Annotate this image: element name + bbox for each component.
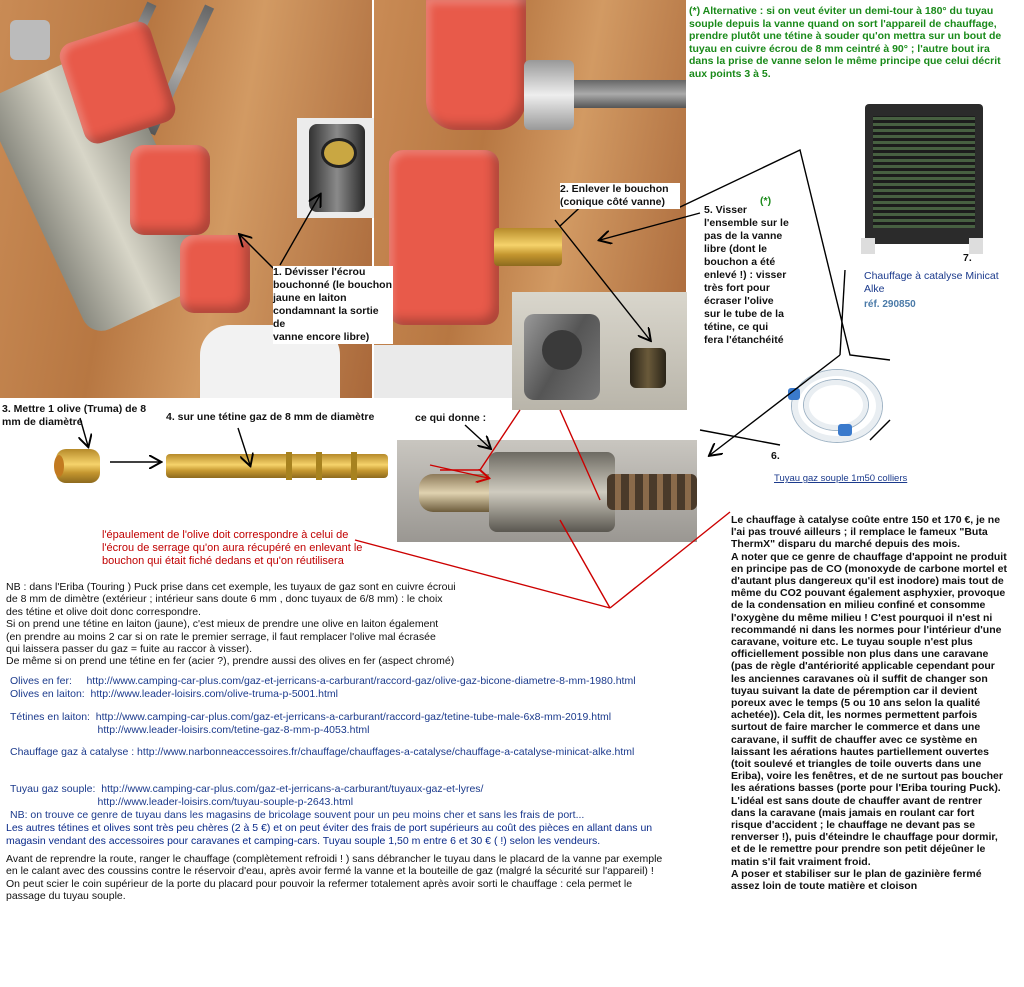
explanation-line: l'oxygène du même milieu ! C'est pourquoi il n'est ni — [731, 611, 993, 624]
alternative-note-line: prendre plutôt une tétine à souder qu'on mettra sur un bout de — [689, 30, 1002, 43]
explanation-line: laissant les aérations hautes partiellement ouvertes — [731, 745, 989, 758]
heater-ref: réf. 290850 — [864, 299, 916, 310]
nb-line: (en prendre au moins 2 car si on rate le premier serrage, il faut remplacer l'olive mal écrasée — [6, 630, 436, 643]
step-5-line: libre (dont le — [704, 243, 767, 255]
storage-note-line: Avant de reprendre la route, ranger le chauffage (complètement refroidi ! ) sans débrancher le tuyau dans le placard de la vanne par exemple — [6, 853, 663, 865]
explanation-line: en principe pas de CO (monoxyde de carbone mortel et — [731, 562, 1007, 575]
storage-note-line: en le calant avec des coussins contre le réservoir d'eau, après avoir fermé la vanne et la bouteille de gaz (malgré la sécurité sur l'appareil) ! — [6, 865, 654, 878]
link-nipples-brass-2[interactable]: http://www.leader-loisirs.com/tetine-gaz-8-mm-p-4053.html — [10, 724, 370, 736]
alternative-note — [689, 5, 1024, 81]
storage-note-line: passage du tuyau souple. — [6, 890, 126, 903]
heater-caption — [864, 270, 999, 311]
explanation-line: et de le remettre pour prendre son petit déjeûner le — [731, 843, 986, 856]
explanation-line: tuyau suivant la date de péremption car il devient — [731, 684, 978, 697]
explanation-line: poreux avec le temps (5 ou 10 ans selon la qualité — [731, 697, 981, 710]
nb-line: de 8 mm de dimètre (extérieur ; intérieur sans doute 6 mm , donc tuyaux de 6/8 mm) : le choix — [6, 593, 443, 606]
explanation-line: matin s'il fait vraiment froid. — [731, 855, 871, 868]
explanation-line: renverser !), puis d'éteindre le chauffage pour dormir, — [731, 831, 998, 844]
explanation-line: même du CO2 pouvant également asphyxier, provoque — [731, 587, 1006, 600]
alternative-note-line: souple depuis la vanne quand on sort l'appareil de chauffage, — [689, 17, 997, 30]
hose-caption: Tuyau gaz souple 1m50 colliers — [774, 473, 908, 484]
step-5-star: (*) — [760, 195, 772, 207]
link-hose-2[interactable]: http://www.leader-loisirs.com/tuyau-souple-p-2643.html — [10, 796, 354, 808]
explanation-line: officiellement possible non plus dans une caravane — [731, 648, 989, 661]
alternative-note-line: aux points 3 à 5. — [689, 67, 771, 80]
explanation-line: d'autant plus dangereux qu'il est inodore) mais tout de — [731, 575, 1004, 588]
link-hose[interactable]: Tuyau gaz souple: http://www.camping-car-plus.com/gaz-et-jerricans-a-carburant/tuyaux-gaz-et-lyres/ — [10, 783, 484, 795]
step-6-number: 6. — [771, 450, 780, 462]
nb-line: qui laissera passer du gaz = fuite au raccor à visser). — [6, 643, 252, 656]
step-5-line: très fort pour — [704, 282, 770, 294]
explanation-line: assez loin de toute matière et cloison — [731, 880, 918, 893]
explanation-line: dans la caravane (mais jamais en roulant car fort — [731, 806, 975, 819]
step-4-caption: 4. sur une tétine gaz de 8 mm de diamètre — [166, 411, 375, 423]
alternative-note-line: dans la prise de vanne selon le même principe que celui décrit — [689, 55, 1001, 68]
red-arrows — [355, 410, 730, 608]
storage-note — [6, 853, 662, 903]
nb-line: NB : dans l'Eriba (Touring ) Puck prise dans cet exemple, les tuyaux de gaz sont en cuivre écroui — [6, 581, 456, 593]
step-1-line: 1. Dévisser l'écrou — [273, 266, 366, 278]
step-5-caption — [704, 204, 794, 347]
explanation-line: caravane, voiture etc. Le tuyau souple n'est plus — [731, 636, 973, 649]
cheap-parts-note — [6, 822, 652, 847]
heater-name-2: Alke — [864, 283, 885, 295]
step-1-caption — [273, 266, 393, 344]
nb-line: De même si on prend une tétine en fer (acier ?), prendre aussi des olives en fer (aspect chromé) — [6, 655, 455, 668]
alternative-note-line: (*) Alternative : si on veut éviter un demi-tour à 180° du tuyau — [689, 5, 994, 17]
explanation-line: achetée)). Cela dit, les normes permettent parfois — [731, 709, 978, 722]
storage-note-line: On peut scier le coin supérieur de la porte du placard pour pouvoir la refermer totalement après avoir sorti le chauffage : cela permet le — [6, 877, 633, 890]
step-1-line: jaune en laiton — [273, 292, 347, 304]
cheap-note-line: Les autres tétines et olives sont très peu chères (2 à 5 €) et on peut éviter des frais de port supérieurs au coût des pièces en allant dans un — [6, 822, 653, 834]
step-5-line: écraser l'olive — [704, 295, 774, 307]
step-3-line: mm de diamètre — [2, 416, 83, 428]
explanation-line: ThermX" disparu du marché depuis des mois. — [731, 538, 961, 551]
explanation-line: (pas de règle d'antériorité applicable cependant pour — [731, 660, 995, 673]
step-5-line: tétine, ce qui — [704, 321, 769, 333]
step-3-line: 3. Mettre 1 olive (Truma) de 8 — [2, 403, 147, 415]
shoulder-note-line: l'épaulement de l'olive doit correspondre à celui de — [102, 529, 349, 541]
hose-nb: NB: on trouve ce genre de tuyau dans les magasins de bricolage souvent pour un peu moins cher et sans les frais de port... — [10, 809, 585, 821]
nb-line: Si on prend une tétine en laiton (jaune), c'est mieux de prendre une olive en laiton également — [6, 618, 439, 631]
alternative-note-line: tuyau en cuivre écrou de 8 mm ceintré à 90° ; l'autre bout ira — [689, 42, 990, 55]
step-5-line: l'ensemble sur le — [704, 217, 789, 229]
link-nipples-brass[interactable]: Tétines en laiton: http://www.camping-car-plus.com/gaz-et-jerricans-a-carburant/raccord-gaz/tetine-tube-male-6x8-mm-2019.html — [10, 711, 612, 723]
heater-explanation — [731, 514, 1021, 892]
step-2-line: 2. Enlever le bouchon — [560, 183, 669, 195]
explanation-line: Eriba), voire les fenêtres, et de ne surtout pas boucher — [731, 770, 1003, 783]
step-5-line: pas de la vanne — [704, 230, 783, 242]
explanation-line: A poser et stabiliser sur le plan de gazinière fermé — [731, 867, 982, 880]
explanation-line: l'ai pas trouvé ailleurs ; il remplace le fameux "Buta — [731, 526, 988, 539]
explanation-line: (toit soulevé et triangles de toile ouverts dans une — [731, 758, 982, 771]
step-5-line: sur le tube de la — [704, 308, 784, 320]
link-olives-brass[interactable]: Olives en laiton: http://www.leader-loisirs.com/olive-truma-p-5001.html — [10, 688, 338, 700]
step-5-line: fera l'étanchéité — [704, 334, 784, 346]
link-olives-iron[interactable]: Olives en fer: http://www.camping-car-plus.com/gaz-et-jerricans-a-carburant/raccord-gaz/olive-gaz-bicone-diametre-8-mm-1980.html — [10, 675, 636, 687]
heater-name: Chauffage à catalyse Minicat — [864, 270, 999, 282]
explanation-line: surtout de faire marcher le commerce et dans une — [731, 721, 981, 734]
step-3-caption — [2, 403, 162, 429]
explanation-line: de la condensation en milieu confiné et consomme — [731, 599, 986, 612]
heater-number: 7. — [963, 252, 972, 264]
nb-paragraph — [6, 581, 626, 668]
step-5-line: enlevé !) : visser — [704, 269, 787, 281]
explanation-line: L'idéal est sans doute de chauffer avant de rentrer — [731, 794, 983, 807]
explanation-line: recommandé ni dans les normes pour l'intérieur d'une — [731, 623, 1002, 636]
step-1-line: vanne encore libre) — [273, 331, 370, 343]
step-4-result-caption: ce qui donne : — [415, 412, 487, 424]
shoulder-note-line: bouchon qui était fiché dedans et qu'on réutilisera — [102, 555, 344, 567]
explanation-line: les anciennes caravanes où il suffit de changer son — [731, 672, 988, 685]
step-5-line: 5. Visser — [704, 204, 748, 216]
step-2-line: (conique côté vanne) — [560, 196, 666, 208]
nb-line: des tétine et olive doit donc correspondre. — [6, 605, 201, 618]
cheap-note-line: magasin vendant des accessoires pour caravanes et camping-cars. Tuyau souple 1,50 m entre 6 et 30 € ( !) selon les vendeurs. — [6, 834, 601, 847]
explanation-line: Le chauffage à catalyse coûte entre 150 et 170 €, je ne — [731, 514, 1001, 526]
step-5-line: bouchon a été — [704, 256, 776, 268]
explanation-line: caravane, il suffit de chauffer avec ce système en — [731, 733, 978, 746]
shoulder-note — [102, 529, 362, 568]
step-1-line: condamnant la sortie de — [273, 305, 379, 330]
explanation-line: les aérations basses (porte pour l'Eriba touring Puck). — [731, 782, 1001, 795]
step-2-caption — [560, 183, 680, 209]
link-heater[interactable]: Chauffage gaz à catalyse : http://www.narbonneaccessoires.fr/chauffage/chauffages-a-catalyse/chauffage-a-catalyse-minicat-alke.html — [10, 746, 635, 758]
explanation-line: A noter que ce genre de chauffage d'appoint ne produit — [731, 550, 1007, 563]
shoulder-note-line: l'écrou de serrage qu'on aura récupéré en enlevant le — [102, 542, 363, 554]
step-1-line: bouchonné (le bouchon — [273, 279, 392, 291]
explanation-line: risque d'accident ; le chauffage ne devant pas se — [731, 819, 976, 832]
